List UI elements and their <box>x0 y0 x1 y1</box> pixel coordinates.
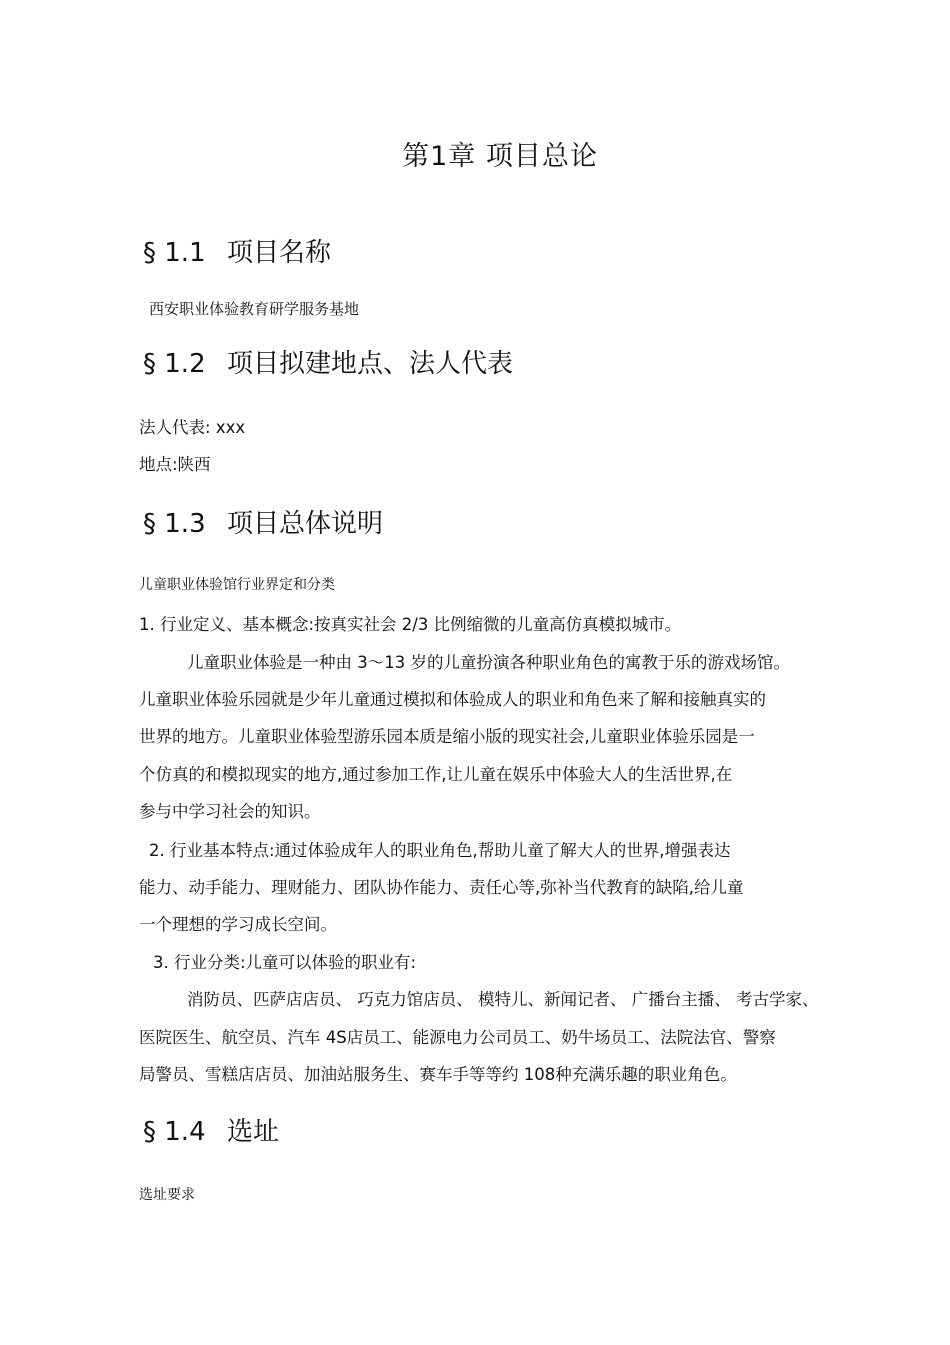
list-item-1: 1. 行业定义、基本概念:按真实社会 2/3 比例缩微的儿童高仿真模拟城市。 <box>139 615 682 634</box>
legal-representative: 法人代表: xxx <box>139 418 246 437</box>
site-requirements: 选址要求 <box>139 1187 195 1203</box>
paragraph-line: 消防员、匹萨店店员、 巧克力馆店员、 模特儿、新闻记者、 广播台主播、 考古学家、 <box>187 990 819 1009</box>
paragraph-line: 世界的地方。儿童职业体验型游乐园本质是缩小版的现实社会,儿童职业体验乐园是一 <box>139 727 755 746</box>
section-heading-1-4 <box>143 1111 279 1148</box>
section-title: 项目拟建地点、法人代表 <box>227 349 514 379</box>
list-item-3: 3. 行业分类:儿童可以体验的职业有: <box>153 953 417 972</box>
section-title: 项目名称 <box>227 238 332 268</box>
section-number: § 1.4 <box>143 1117 206 1147</box>
section-number: § 1.3 <box>143 509 206 539</box>
section-heading-1-3 <box>143 503 383 540</box>
paragraph-line: 医院医生、航空员、汽车 4S店员工、能源电力公司员工、奶牛场员工、法院法官、警察 <box>139 1028 776 1047</box>
project-name: 西安职业体验教育研学服务基地 <box>149 300 360 318</box>
paragraph-line: 一个理想的学习成长空间。 <box>139 915 337 934</box>
paragraph-line: 局警员、雪糕店店员、加油站服务生、赛车手等等约 108种充满乐趣的职业角色。 <box>139 1065 737 1084</box>
list-item-2: 2. 行业基本特点:通过体验成年人的职业角色,帮助儿童了解大人的世界,增强表达 <box>149 841 731 860</box>
chapter-title: 第1章 项目总论 <box>402 141 598 172</box>
paragraph-line: 参与中学习社会的知识。 <box>139 802 321 821</box>
section-title: 项目总体说明 <box>227 509 384 539</box>
section-heading-1-2 <box>143 343 513 380</box>
industry-heading: 儿童职业体验馆行业界定和分类 <box>139 577 335 593</box>
paragraph-line: 能力、动手能力、理财能力、团队协作能力、责任心等,弥补当代教育的缺陷,给儿童 <box>139 878 744 897</box>
section-title: 选址 <box>227 1117 280 1147</box>
section-number: § 1.2 <box>143 349 206 379</box>
paragraph-line: 儿童职业体验乐园就是少年儿童通过模拟和体验成人的职业和角色来了解和接触真实的 <box>139 690 766 709</box>
section-heading-1-1 <box>143 232 331 269</box>
section-number: § 1.1 <box>143 238 206 268</box>
paragraph-line: 儿童职业体验是一种由 3～13 岁的儿童扮演各种职业角色的寓教于乐的游戏场馆。 <box>187 653 790 672</box>
paragraph-line: 个仿真的和模拟现实的地方,通过参加工作,让儿童在娱乐中体验大人的生活世界,在 <box>139 765 733 784</box>
location: 地点:陕西 <box>139 455 211 474</box>
